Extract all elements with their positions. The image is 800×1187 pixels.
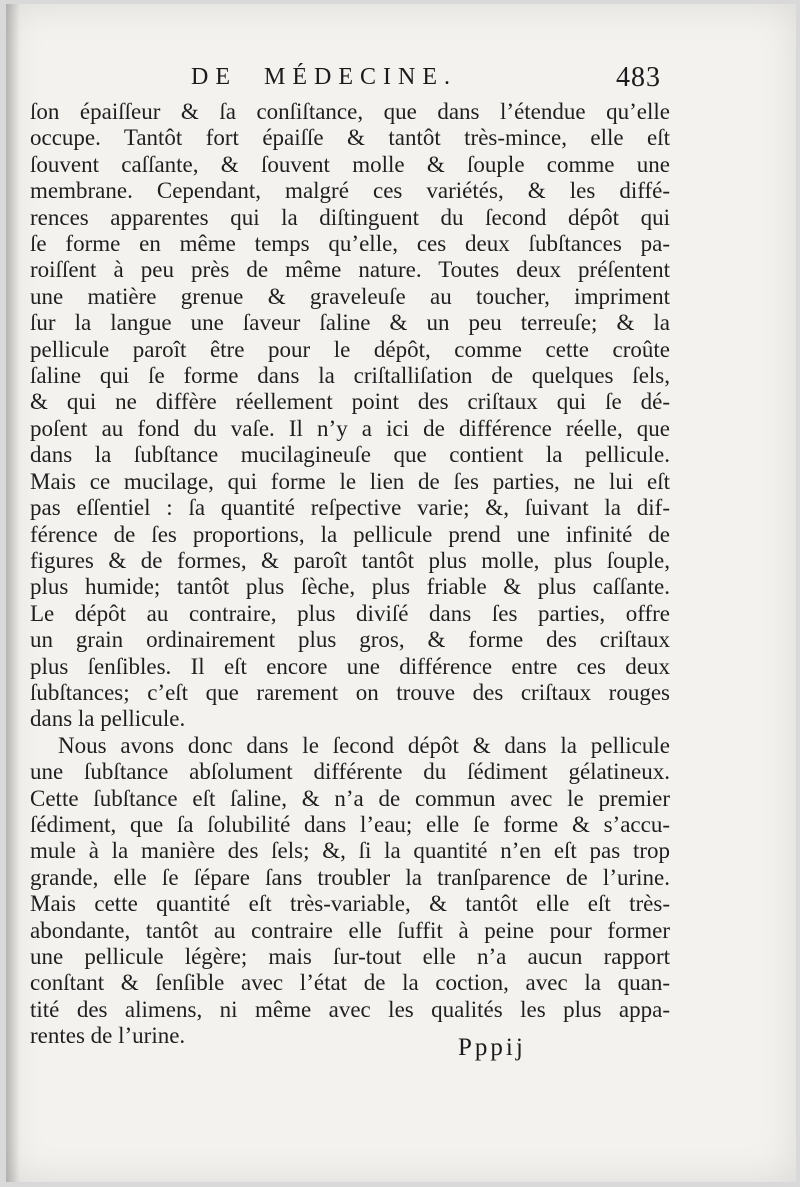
text-line: rences apparentes qui la diſtinguent du ſecond dépôt qui (30, 204, 670, 230)
text-line: férence de ſes proportions, la pellicule prend une infinité de (30, 521, 670, 547)
text-line: dans la ſubſtance mucilagineuſe que contient la pellicule. (30, 442, 670, 468)
text-line: Nous avons donc dans le ſecond dépôt & dans la pellicule (58, 732, 670, 758)
text-line: roiſſent à peu près de même nature. Toutes deux préſentent (30, 257, 670, 283)
text-line: tité des alimens, ni même avec les qualités les plus appa- (30, 996, 670, 1022)
text-line: ſédiment, que ſa ſolubilité dans l’eau; elle ſe forme & s’accu- (30, 811, 670, 837)
page-number: 483 (616, 62, 661, 93)
text-line: un grain ordinairement plus gros, & forme des criſtaux (30, 627, 670, 653)
text-line: Mais ce mucilage, qui forme le lien de ſes parties, ne lui eſt (30, 468, 670, 494)
text-line: une ſubſtance abſolument différente du ſédiment gélatineux. (30, 759, 670, 785)
text-line: dans la pellicule. (30, 706, 186, 732)
text-line: grande, elle ſe ſépare ſans troubler la tranſparence de l’urine. (30, 864, 670, 890)
text-line: ſaline qui ſe forme dans la criſtalliſation de quelques ſels, (30, 363, 670, 389)
text-line: Mais cette quantité eſt très-variable, & tantôt elle eſt très- (30, 891, 670, 917)
paragraph-2 (30, 733, 670, 1050)
text-line: & qui ne diffère réellement point des criſtaux qui ſe dé- (30, 389, 670, 415)
running-title: DE MÉDECINE. (191, 64, 457, 90)
text-line: occupe. Tantôt fort épaiſſe & tantôt très-mince, elle eſt (30, 125, 670, 151)
text-line: ſur la langue une ſaveur ſaline & un peu terreuſe; & la (30, 310, 670, 336)
paragraph-1 (30, 99, 670, 733)
text-line: ſon épaiſſeur & ſa conſiſtance, que dans l’étendue qu’elle (30, 99, 670, 124)
text-line: conſtant & ſenſible avec l’état de la coction, avec la quan- (30, 970, 670, 996)
text-line: pellicule paroît être pour le dépôt, comme cette croûte (30, 336, 670, 362)
text-line: ſubſtances; c’eſt que rarement on trouve des criſtaux rouges (30, 679, 670, 705)
text-line: plus humide; tantôt plus ſèche, plus friable & plus caſſante. (30, 574, 670, 600)
text-line: mule à la manière des ſels; &, ſi la quantité n’en eſt pas trop (30, 838, 670, 864)
text-line: pas eſſentiel : ſa quantité reſpective varie; &, ſuivant la dif- (30, 495, 670, 521)
text-line: ſouvent caſſante, & ſouvent molle & ſouple comme une (30, 151, 670, 177)
text-line: Le dépôt au contraire, plus diviſé dans ſes parties, offre (30, 600, 670, 626)
text-line: une pellicule légère; mais ſur-tout elle n’a aucun rapport (30, 944, 670, 969)
text-line: poſent au fond du vaſe. Il n’y a ici de différence réelle, que (30, 415, 670, 441)
text-line: rentes de l’urine. (30, 1023, 186, 1049)
text-line: figures & de formes, & paroît tantôt plus molle, plus ſouple, (30, 547, 670, 573)
book-page (6, 4, 796, 1182)
text-line: ſe forme en même temps qu’elle, ces deux ſubſtances pa- (30, 231, 670, 257)
body-text (30, 99, 670, 1050)
text-line: membrane. Cependant, malgré ces variétés, & les diffé- (30, 178, 670, 204)
text-line: plus ſenſibles. Il eſt encore une différence entre ces deux (30, 653, 670, 679)
text-line: une matière grenue & graveleuſe au toucher, impriment (30, 283, 670, 309)
signature-mark: Pppij (458, 1034, 526, 1061)
text-line: Cette ſubſtance eſt ſaline, & n’a de commun avec le premier (30, 785, 670, 811)
text-line: abondante, tantôt au contraire elle ſuffit à peine pour former (30, 917, 670, 943)
